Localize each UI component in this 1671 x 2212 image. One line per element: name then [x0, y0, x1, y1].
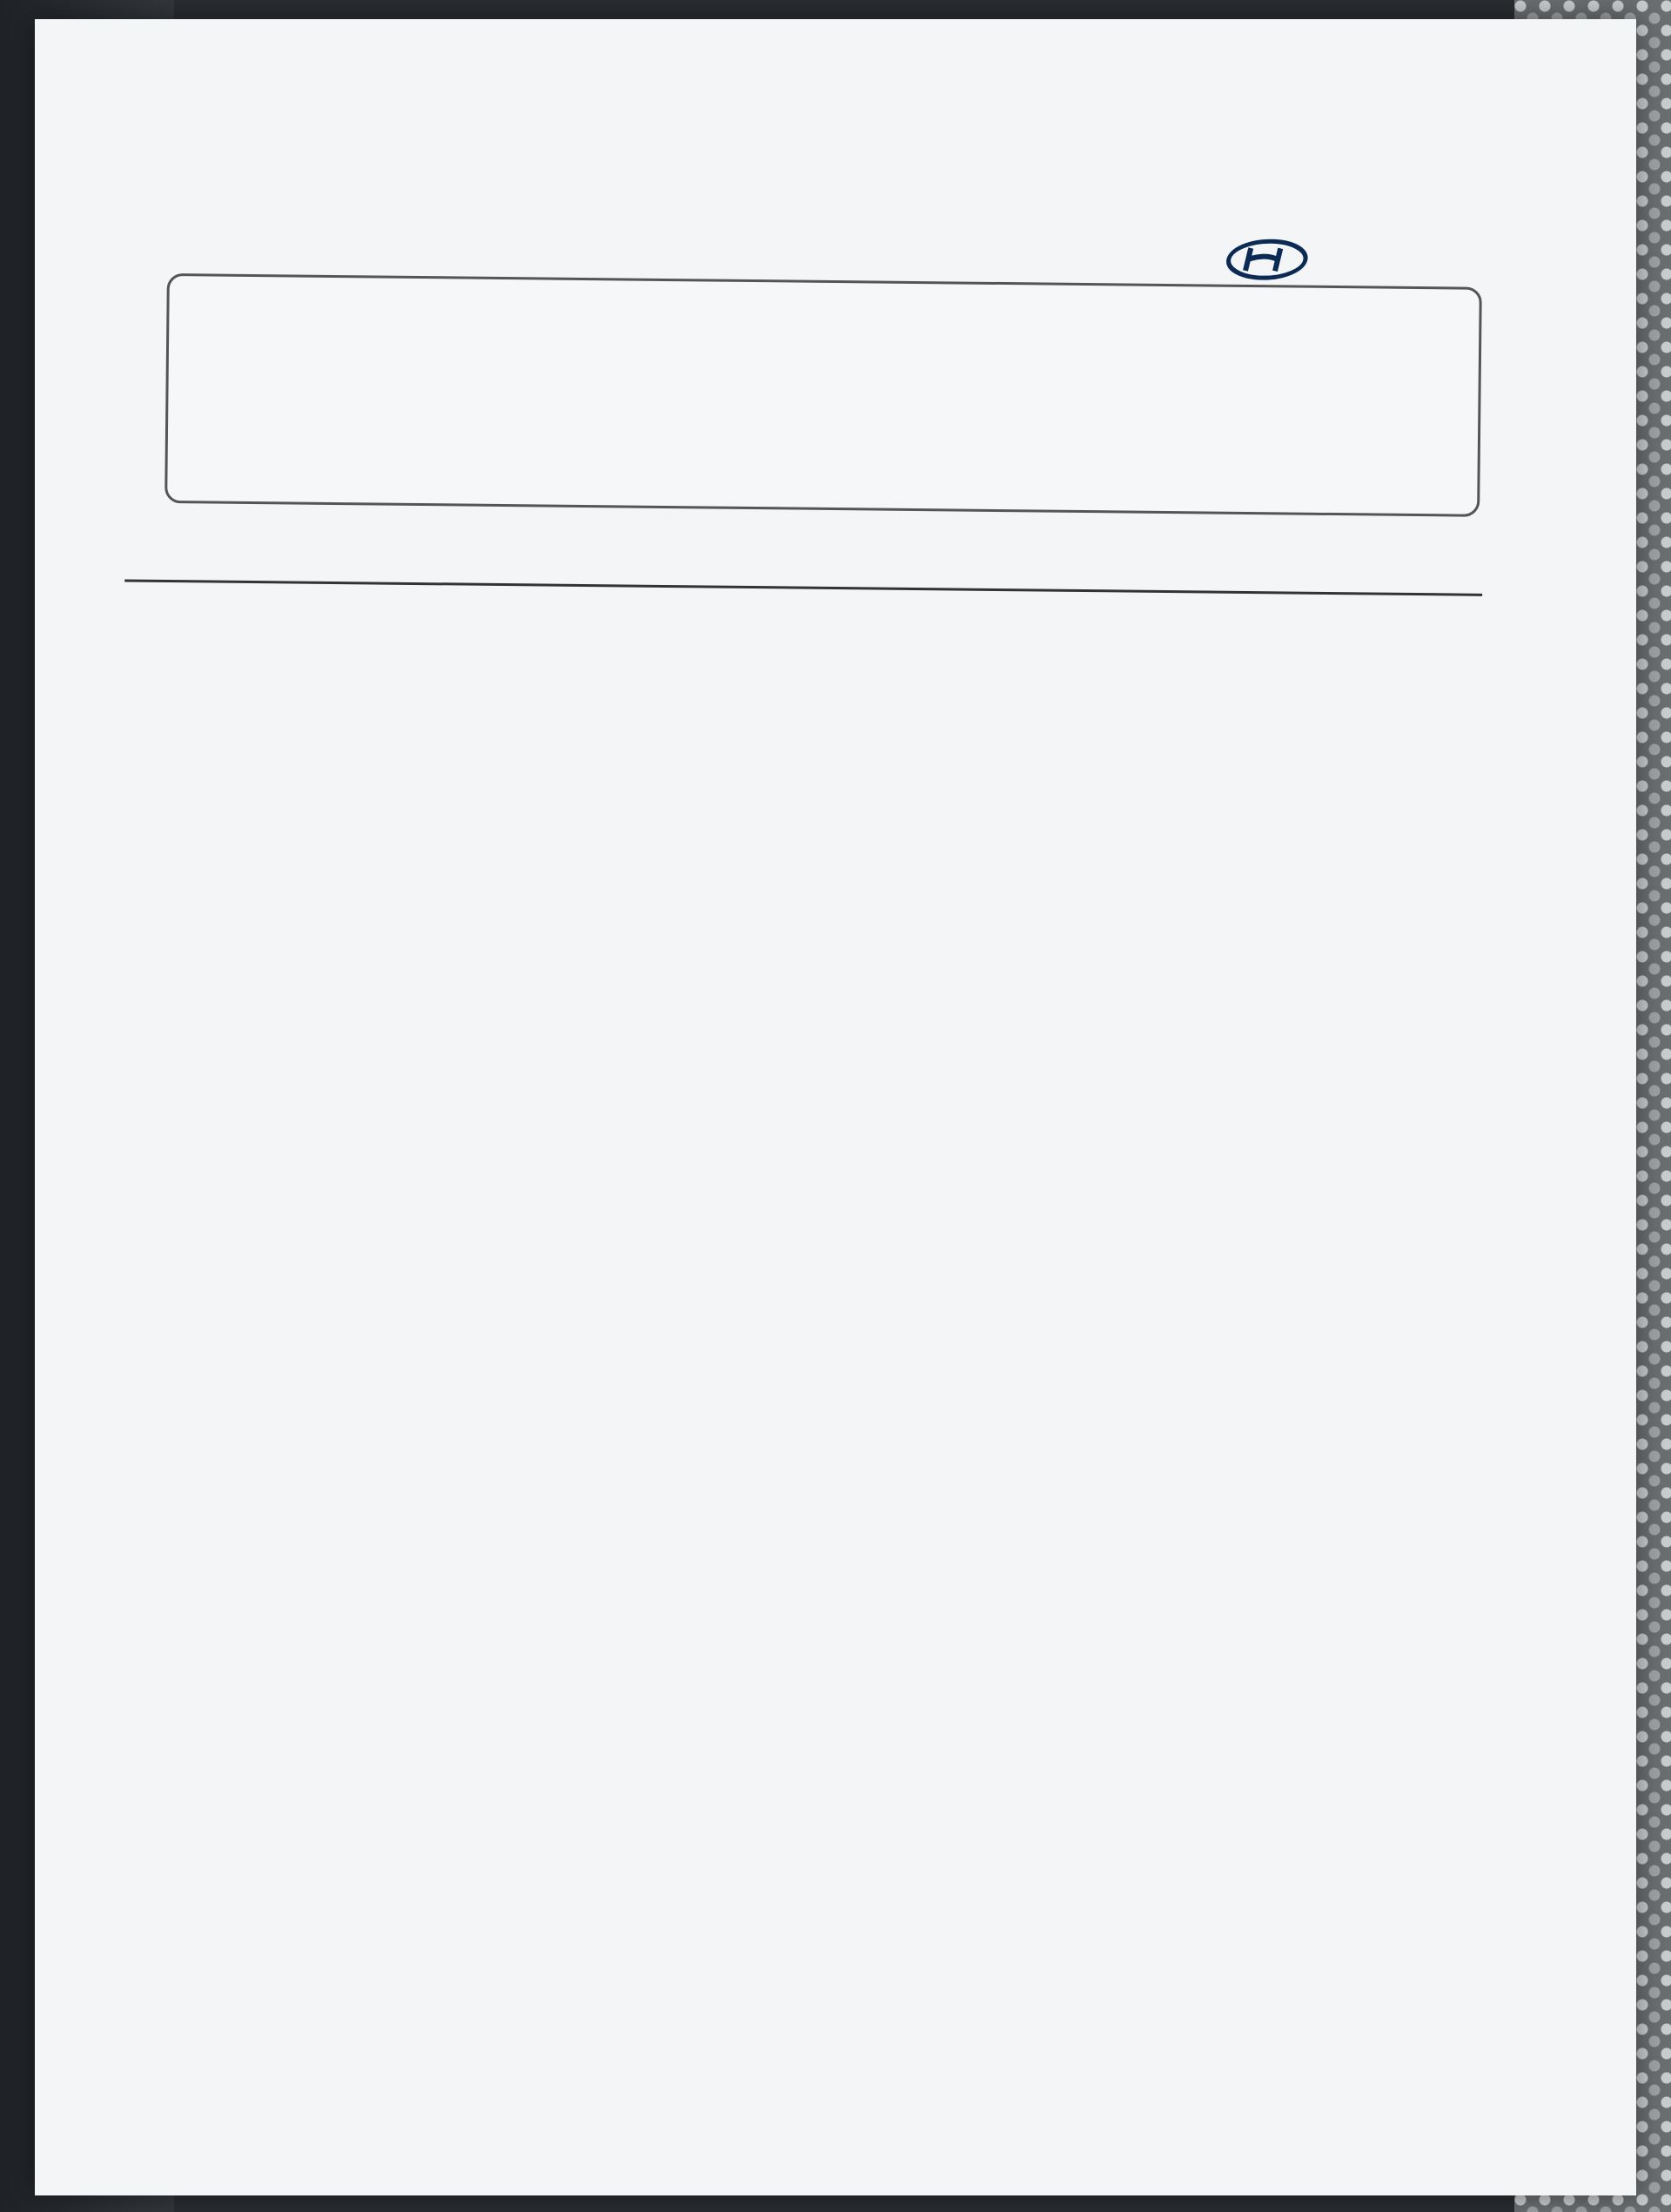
column-header-km [426, 528, 626, 530]
next-service-notice [193, 326, 1464, 340]
service-history-table [96, 19, 1575, 27]
document-content [73, 19, 1575, 2195]
header-divider [124, 579, 1482, 595]
service-document [35, 19, 1636, 2195]
next-service-details [192, 396, 1463, 409]
hyundai-emblem-icon [1225, 238, 1309, 282]
column-header-work [143, 526, 343, 528]
hyundai-logo [1225, 238, 1318, 282]
vehicle-info-box [164, 273, 1482, 517]
